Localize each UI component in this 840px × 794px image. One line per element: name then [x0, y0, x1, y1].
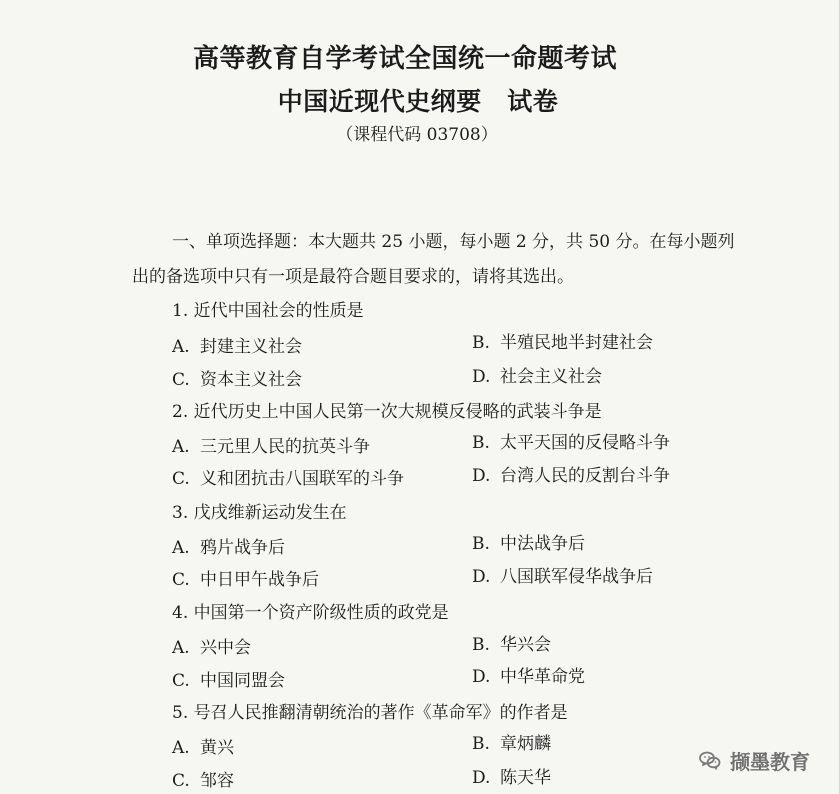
question-3-option-d: [472, 569, 653, 586]
section-intro-line-1: 一、单项选择题：本大题共 25 小题，每小题 2 分，共 50 分。在每小题列: [172, 232, 735, 252]
option-letter: D.: [472, 367, 491, 387]
question-2-option-b: [472, 435, 670, 452]
question-3-stem: 3. 戊戌维新运动发生在: [172, 503, 347, 523]
option-text: 封建主义社会: [200, 337, 302, 357]
question-2-stem: 2. 近代历史上中国人民第一次大规模反侵略的武装斗争是: [172, 402, 602, 422]
option-letter: B.: [472, 333, 490, 353]
question-3-option-c: [172, 572, 319, 589]
option-letter: B.: [472, 635, 490, 655]
option-letter: A.: [172, 738, 190, 758]
option-letter: C.: [172, 671, 190, 691]
option-letter: B.: [472, 734, 490, 754]
question-5-option-b: [472, 736, 551, 753]
option-text: 中日甲午战争后: [200, 570, 319, 590]
option-letter: A.: [172, 337, 190, 357]
option-text: 中华革命党: [500, 667, 585, 687]
question-1-option-d: [472, 369, 602, 386]
option-text: 社会主义社会: [500, 367, 602, 387]
option-letter: C.: [172, 370, 190, 390]
option-letter: D.: [472, 768, 491, 788]
option-text: 华兴会: [500, 635, 551, 655]
option-text: 义和团抗击八国联军的斗争: [200, 469, 404, 489]
option-text: 台湾人民的反割台斗争: [500, 466, 670, 486]
option-text: 章炳麟: [500, 734, 551, 754]
option-text: 三元里人民的抗英斗争: [200, 437, 370, 457]
question-5-option-c: [172, 773, 234, 790]
question-5-option-d: [472, 770, 551, 787]
question-5-option-a: [172, 740, 234, 757]
question-1-option-b: [472, 335, 653, 352]
question-4-stem: 4. 中国第一个资产阶级性质的政党是: [172, 603, 449, 623]
option-text: 中法战争后: [500, 534, 585, 554]
option-letter: D.: [472, 567, 491, 587]
exam-title-line-2: 中国近现代史纲要 试卷: [277, 87, 559, 116]
course-code: （课程代码 03708）: [336, 125, 498, 145]
section-intro-line-2: 出的备选项中只有一项是最符合题目要求的，请将其选出。: [132, 267, 574, 287]
option-text: 中国同盟会: [200, 671, 285, 691]
wechat-watermark: [698, 743, 810, 777]
option-letter: D.: [472, 466, 491, 486]
question-1-option-a: [172, 339, 302, 356]
question-3-option-b: [472, 536, 585, 553]
option-letter: C.: [172, 771, 190, 791]
option-letter: C.: [172, 469, 190, 489]
question-4-option-a: [172, 640, 251, 657]
option-letter: B.: [472, 534, 490, 554]
question-4-option-d: [472, 669, 585, 686]
option-text: 邹容: [200, 771, 234, 791]
question-5-stem: 5. 号召人民推翻清朝统治的著作《革命军》的作者是: [172, 703, 568, 723]
question-4-option-b: [472, 637, 551, 654]
option-letter: A.: [172, 538, 190, 558]
option-letter: A.: [172, 437, 190, 457]
option-text: 鸦片战争后: [200, 538, 285, 558]
option-text: 半殖民地半封建社会: [500, 333, 653, 353]
option-text: 兴中会: [200, 638, 251, 658]
option-text: 陈天华: [500, 768, 551, 788]
option-letter: C.: [172, 570, 190, 590]
question-1-stem: 1. 近代中国社会的性质是: [172, 301, 364, 321]
option-letter: D.: [472, 667, 491, 687]
option-text: 黄兴: [200, 738, 234, 758]
option-text: 太平天国的反侵略斗争: [500, 433, 670, 453]
question-2-option-a: [172, 439, 370, 456]
option-text: 八国联军侵华战争后: [500, 567, 653, 587]
watermark-text: 撷墨教育: [730, 751, 810, 774]
question-2-option-c: [172, 471, 404, 488]
option-text: 资本主义社会: [200, 370, 302, 390]
question-1-option-c: [172, 372, 302, 389]
option-letter: B.: [472, 433, 490, 453]
wechat-icon: [698, 748, 722, 772]
question-2-option-d: [472, 468, 670, 485]
question-3-option-a: [172, 540, 285, 557]
exam-title-line-1: 高等教育自学考试全国统一命题考试: [192, 44, 617, 74]
option-letter: A.: [172, 638, 190, 658]
question-4-option-c: [172, 673, 285, 690]
